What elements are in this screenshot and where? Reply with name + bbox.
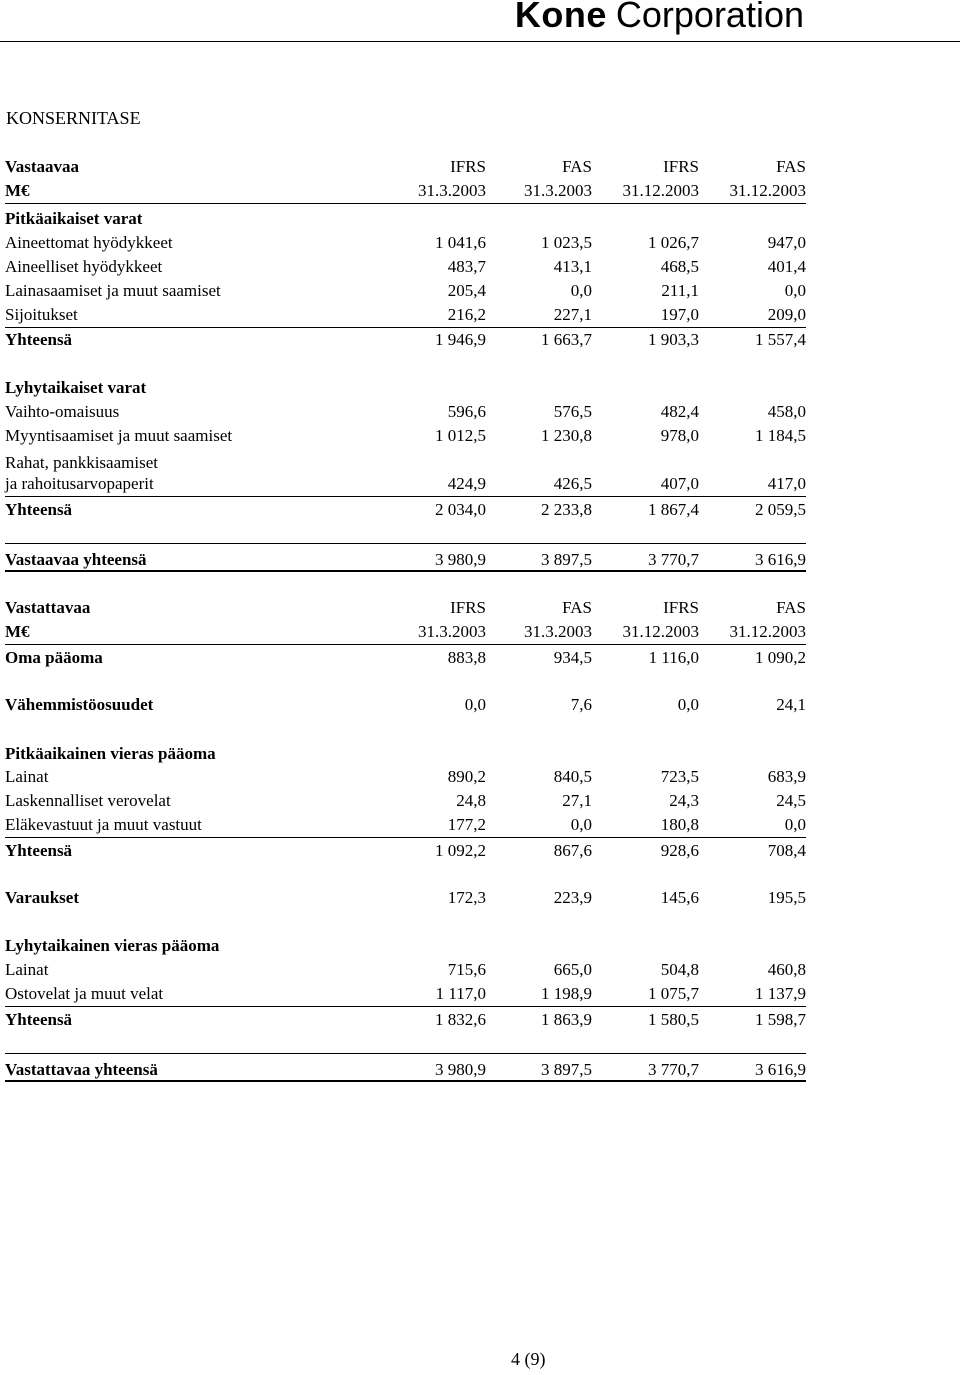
section-label: Vastattavaa: [5, 598, 91, 617]
cell-value: 2 059,5: [755, 500, 806, 519]
cell-value: 24,5: [776, 791, 806, 810]
table-row: [5, 281, 806, 303]
cell-value: 27,1: [562, 791, 592, 810]
column-date: 31.3.2003: [418, 622, 486, 641]
cell-value: 947,0: [767, 233, 806, 252]
row-label: Aineettomat hyödykkeet: [5, 233, 173, 252]
cell-value: 417,0: [767, 474, 806, 493]
cell-value: 1 026,7: [648, 233, 699, 252]
column-type: IFRS: [663, 598, 699, 617]
row-label: ja rahoitusarvopaperit: [5, 474, 154, 493]
row-label: Yhteensä: [5, 841, 73, 860]
row-label: Sijoitukset: [5, 305, 78, 324]
cell-value: 3 897,5: [541, 550, 592, 569]
row-label: Yhteensä: [5, 1010, 73, 1029]
section-heading-row: [5, 209, 806, 231]
cell-value: 172,3: [447, 888, 486, 907]
cell-value: 867,6: [553, 841, 592, 860]
cell-value: 3 770,7: [648, 1060, 699, 1079]
brand-name: Kone: [514, 0, 607, 35]
cell-value: 205,4: [447, 281, 486, 300]
row-label: Eläkevastuut ja muut vastuut: [5, 815, 202, 834]
minority-row: [5, 695, 806, 717]
table-row: [5, 960, 806, 982]
section-heading-row: [5, 936, 806, 958]
row-label: Oma pääoma: [5, 648, 103, 667]
row-label: Lainasaamiset ja muut saamiset: [5, 281, 221, 300]
column-type: IFRS: [663, 157, 699, 176]
cell-value: 24,3: [669, 791, 699, 810]
cell-value: 1 867,4: [648, 500, 699, 519]
cell-value: 458,0: [767, 402, 806, 421]
cell-value: 0,0: [784, 281, 806, 300]
cell-value: 1 117,0: [435, 984, 486, 1003]
cell-value: 576,5: [553, 402, 592, 421]
row-label: Aineelliset hyödykkeet: [5, 257, 163, 276]
cell-value: 1 137,9: [755, 984, 806, 1003]
cell-value: 1 198,9: [541, 984, 592, 1003]
cell-value: 177,2: [447, 815, 486, 834]
column-type: FAS: [562, 598, 592, 617]
row-label: Laskennalliset verovelat: [5, 791, 171, 810]
row-label: Yhteensä: [5, 500, 73, 519]
cell-value: 24,8: [456, 791, 486, 810]
cell-value: 1 580,5: [648, 1010, 699, 1029]
assets-date-row: [5, 181, 806, 204]
section-heading: Pitkäaikainen vieras pääoma: [5, 744, 216, 763]
cell-value: 3 616,9: [755, 550, 806, 569]
liabilities-header-row: [5, 598, 806, 620]
cell-value: 1 903,3: [648, 330, 699, 349]
cell-value: 1 041,6: [435, 233, 486, 252]
row-label: Ostovelat ja muut velat: [5, 984, 164, 1003]
cell-value: 401,4: [767, 257, 806, 276]
cell-value: 1 832,6: [435, 1010, 486, 1029]
cell-value: 2 034,0: [435, 500, 486, 519]
section-heading-row: [5, 744, 806, 766]
cell-value: 840,5: [553, 767, 592, 786]
table-row: [5, 453, 806, 475]
section-heading: Lyhytaikaiset varat: [5, 378, 147, 397]
cell-value: 890,2: [447, 767, 486, 786]
page-title: KONSERNITASE: [6, 108, 141, 128]
row-label: Vastattavaa yhteensä: [5, 1060, 158, 1079]
total-top-rule: [5, 543, 806, 544]
section-heading: Lyhytaikainen vieras pääoma: [5, 936, 220, 955]
total-top-rule: [5, 1053, 806, 1054]
cell-value: 180,8: [660, 815, 699, 834]
cell-value: 24,1: [776, 695, 806, 714]
subtotal-row: [5, 1010, 806, 1032]
row-label: Vähemmistöosuudet: [5, 695, 154, 714]
column-date: 31.3.2003: [418, 181, 486, 200]
row-label: Vastaavaa yhteensä: [5, 550, 147, 569]
cell-value: 1 598,7: [755, 1010, 806, 1029]
cell-value: 1 230,8: [541, 426, 592, 445]
column-type: IFRS: [450, 157, 486, 176]
table-row: [5, 257, 806, 279]
cell-value: 223,9: [553, 888, 592, 907]
cell-value: 211,1: [661, 281, 699, 300]
total-bottom-rule: [5, 1080, 806, 1082]
column-type: FAS: [776, 598, 806, 617]
cell-value: 1 863,9: [541, 1010, 592, 1029]
cell-value: 482,4: [660, 402, 699, 421]
cell-value: 3 616,9: [755, 1060, 806, 1079]
cell-value: 209,0: [767, 305, 806, 324]
table-row: [5, 305, 806, 328]
cell-value: 0,0: [570, 281, 592, 300]
row-label: Rahat, pankkisaamiset: [5, 453, 158, 472]
cell-value: 197,0: [660, 305, 699, 324]
provisions-row: [5, 888, 806, 910]
company-logo: [515, 0, 804, 36]
cell-value: 934,5: [553, 648, 592, 667]
column-date: 31.12.2003: [729, 181, 806, 200]
grand-total-row: [5, 1060, 806, 1082]
cell-value: 2 233,8: [541, 500, 592, 519]
row-label: Myyntisaamiset ja muut saamiset: [5, 426, 233, 445]
cell-value: 1 663,7: [541, 330, 592, 349]
cell-value: 468,5: [660, 257, 699, 276]
cell-value: 3 770,7: [648, 550, 699, 569]
cell-value: 1 116,0: [648, 648, 699, 667]
cell-value: 0,0: [570, 815, 592, 834]
cell-value: 413,1: [553, 257, 592, 276]
unit-label: M€: [5, 181, 30, 200]
row-label: Varaukset: [5, 888, 79, 907]
cell-value: 3 980,9: [435, 1060, 486, 1079]
liabilities-date-row: [5, 622, 806, 645]
cell-value: 883,8: [447, 648, 486, 667]
cell-value: 665,0: [553, 960, 592, 979]
table-row: [5, 474, 806, 497]
column-type: FAS: [776, 157, 806, 176]
table-row: [5, 791, 806, 813]
unit-label: M€: [5, 622, 30, 641]
cell-value: 1 075,7: [648, 984, 699, 1003]
equity-row: [5, 648, 806, 670]
column-date: 31.3.2003: [524, 181, 592, 200]
row-label: Vaihto-omaisuus: [5, 402, 120, 421]
cell-value: 424,9: [447, 474, 486, 493]
cell-value: 426,5: [553, 474, 592, 493]
table-row: [5, 233, 806, 255]
cell-value: 1 090,2: [755, 648, 806, 667]
table-row: [5, 815, 806, 838]
total-bottom-rule: [5, 570, 806, 572]
cell-value: 708,4: [767, 841, 806, 860]
section-heading: Pitkäaikaiset varat: [5, 209, 143, 228]
table-row: [5, 426, 806, 448]
column-date: 31.12.2003: [622, 622, 699, 641]
section-heading-row: [5, 378, 806, 400]
cell-value: 723,5: [660, 767, 699, 786]
header-rule: [0, 41, 960, 42]
table-row: [5, 767, 806, 789]
cell-value: 1 557,4: [755, 330, 806, 349]
cell-value: 216,2: [447, 305, 486, 324]
cell-value: 715,6: [447, 960, 486, 979]
cell-value: 0,0: [464, 695, 486, 714]
subtotal-row: [5, 330, 806, 352]
row-label: Yhteensä: [5, 330, 73, 349]
grand-total-row: [5, 550, 806, 572]
cell-value: 3 897,5: [541, 1060, 592, 1079]
assets-header-row: [5, 157, 806, 179]
cell-value: 0,0: [677, 695, 699, 714]
cell-value: 683,9: [767, 767, 806, 786]
column-date: 31.3.2003: [524, 622, 592, 641]
subtotal-row: [5, 841, 806, 863]
cell-value: 1 092,2: [435, 841, 486, 860]
row-label: Lainat: [5, 960, 49, 979]
cell-value: 504,8: [660, 960, 699, 979]
brand-suffix: Corporation: [615, 0, 804, 35]
cell-value: 0,0: [784, 815, 806, 834]
column-type: IFRS: [450, 598, 486, 617]
column-date: 31.12.2003: [622, 181, 699, 200]
table-row: [5, 402, 806, 424]
section-label: Vastaavaa: [5, 157, 79, 176]
cell-value: 1 946,9: [435, 330, 486, 349]
cell-value: 195,5: [767, 888, 806, 907]
column-type: FAS: [562, 157, 592, 176]
cell-value: 596,6: [447, 402, 486, 421]
cell-value: 483,7: [447, 257, 486, 276]
table-row: [5, 984, 806, 1007]
cell-value: 928,6: [660, 841, 699, 860]
cell-value: 978,0: [660, 426, 699, 445]
column-date: 31.12.2003: [729, 622, 806, 641]
row-label: Lainat: [5, 767, 49, 786]
subtotal-row: [5, 500, 806, 522]
page-number: 4 (9): [511, 1349, 546, 1369]
cell-value: 7,6: [570, 695, 592, 714]
cell-value: 1 023,5: [541, 233, 592, 252]
cell-value: 145,6: [660, 888, 699, 907]
cell-value: 460,8: [767, 960, 806, 979]
cell-value: 407,0: [660, 474, 699, 493]
cell-value: 227,1: [553, 305, 592, 324]
cell-value: 1 012,5: [435, 426, 486, 445]
cell-value: 1 184,5: [755, 426, 806, 445]
cell-value: 3 980,9: [435, 550, 486, 569]
